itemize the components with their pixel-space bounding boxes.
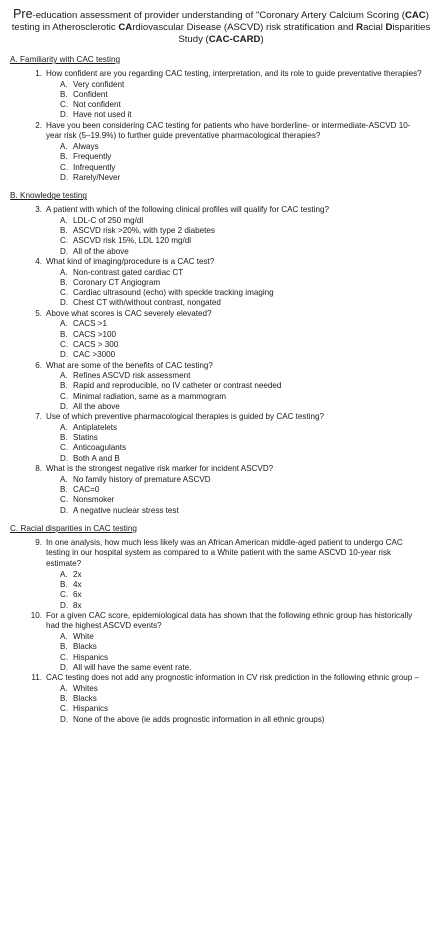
option-letter: D. [60, 350, 69, 360]
option-letter: D. [60, 172, 69, 182]
question-text: In one analysis, how much less likely was an African American middle-aged patient to undergo CAC testing in our hospital system as compared to a White patient with the same ASCVD 10-year risk estimate? [46, 537, 403, 569]
option-text: None of the above (ie adds prognostic information in all ethnic groups) [73, 714, 325, 724]
title-text-end: ) [260, 34, 264, 45]
answer-option [60, 371, 432, 381]
option-text: Cardiac ultrasound (echo) with speckle tracking imaging [73, 288, 274, 298]
question-row [10, 538, 432, 570]
option-letter: D. [60, 714, 69, 724]
question-text: Have you been considering CAC testing for patients who have borderline- or intermediate-ASCVD 10-year risk (5–19.9%) to further guide preventative pharmacological therapies? [46, 120, 411, 141]
answer-option [60, 278, 432, 288]
title-acronym-d: D [385, 22, 393, 33]
answer-option [60, 226, 432, 236]
section-heading: B. Knowledge testing [10, 191, 87, 201]
option-letter: D. [60, 600, 69, 610]
question-row [10, 69, 432, 80]
option-letter: D. [60, 298, 69, 308]
option-letter: B. [60, 381, 68, 391]
answer-option [60, 163, 432, 173]
question-number: 5. [35, 308, 42, 318]
question [10, 464, 432, 516]
option-letter: D. [60, 401, 69, 411]
question-row [10, 361, 432, 372]
question-row [10, 611, 432, 632]
option-letter: B. [60, 226, 68, 236]
answer-option [60, 642, 432, 652]
option-text: Very confident [73, 79, 125, 89]
question [10, 538, 432, 611]
option-letter: A. [60, 569, 68, 579]
option-text: 8x [73, 600, 82, 610]
answer-options [10, 570, 432, 611]
option-text: 2x [73, 569, 82, 579]
answer-option [60, 653, 432, 663]
answer-options [10, 268, 432, 309]
answer-option [60, 381, 432, 391]
answer-option [60, 580, 432, 590]
option-letter: A. [60, 141, 68, 151]
question-number: 1. [35, 69, 42, 78]
option-letter: C. [60, 162, 69, 172]
option-text: 4x [73, 579, 82, 589]
answer-option [60, 319, 432, 329]
option-text: No family history of premature ASCVD [73, 474, 211, 484]
question-row [10, 673, 432, 684]
answer-option [60, 100, 432, 110]
option-letter: A. [60, 215, 68, 225]
option-text: Statins [73, 433, 98, 443]
answer-option [60, 433, 432, 443]
answer-option [60, 142, 432, 152]
answer-option [60, 601, 432, 611]
option-letter: B. [60, 694, 68, 704]
option-letter: A. [60, 267, 68, 277]
option-text: Not confident [73, 100, 121, 110]
option-letter: B. [60, 642, 68, 652]
option-letter: D. [60, 246, 69, 256]
option-text: Frequently [73, 152, 112, 162]
answer-options [10, 423, 432, 464]
answer-option [60, 694, 432, 704]
option-text: CAC=0 [73, 484, 100, 494]
option-letter: A. [60, 319, 68, 329]
option-text: White [73, 632, 94, 641]
question [10, 412, 432, 464]
option-letter: A. [60, 422, 68, 432]
answer-option [60, 454, 432, 464]
option-text: Anticoagulants [73, 443, 127, 453]
answer-options [10, 142, 432, 183]
option-text: CACS >1 [73, 319, 107, 329]
answer-option [60, 715, 432, 725]
answer-option [60, 350, 432, 360]
answer-option [60, 110, 432, 120]
option-text: Hispanics [73, 704, 109, 714]
option-text: Chest CT with/without contrast, nongated [73, 298, 221, 308]
option-text: Hispanics [73, 652, 109, 662]
option-text: LDL-C of 250 mg/dl [73, 215, 144, 225]
option-text: CACS > 300 [73, 339, 119, 349]
answer-option [60, 288, 432, 298]
option-letter: C. [60, 495, 69, 505]
option-text: All the above [73, 401, 120, 411]
option-letter: A. [60, 371, 68, 381]
answer-option [60, 632, 432, 642]
option-text: ASCVD risk 15%, LDL 120 mg/dl [73, 236, 192, 246]
question [10, 257, 432, 309]
question [10, 611, 432, 673]
title-text-4: acial [363, 22, 386, 33]
option-letter: A. [60, 474, 68, 484]
answer-option [60, 392, 432, 402]
answer-option [60, 475, 432, 485]
option-text: A negative nuclear stress test [73, 505, 179, 515]
question-text: What is the strongest negative risk marker for incident ASCVD? [46, 464, 274, 474]
question-number: 10. [30, 610, 42, 620]
option-text: Whites [73, 683, 98, 693]
question-text: For a given CAC score, epidemiological data has shown that the following ethnic group has historically had the highest ASCVD events? [46, 610, 413, 631]
question-row [10, 464, 432, 475]
option-letter: C. [60, 443, 69, 453]
answer-option [60, 247, 432, 257]
option-text: Non-contrast gated cardiac CT [73, 267, 184, 277]
section-heading: A. Familiarity with CAC testing [10, 55, 121, 64]
title-text-3: rdiovascular Disease (ASCVD) risk stratification and [132, 22, 357, 33]
option-text: Always [73, 141, 99, 151]
answer-option [60, 268, 432, 278]
title-text-5: isparities Study ( [178, 22, 431, 45]
option-text: Coronary CT Angiogram [73, 277, 161, 287]
question-row [10, 121, 432, 142]
answer-option [60, 216, 432, 226]
option-text: CACS >100 [73, 329, 116, 339]
question-text: How confident are you regarding CAC testing, interpretation, and its role to guide preventative therapies? [46, 69, 422, 78]
option-text: Confident [73, 89, 108, 99]
option-letter: B. [60, 579, 68, 589]
answer-options [10, 371, 432, 412]
question-number: 9. [35, 537, 42, 547]
answer-option [60, 485, 432, 495]
questionnaire [10, 54, 432, 725]
option-letter: C. [60, 391, 69, 401]
question-row [10, 412, 432, 423]
answer-option [60, 443, 432, 453]
answer-options [10, 684, 432, 725]
question [10, 205, 432, 257]
answer-option [60, 495, 432, 505]
question-number: 8. [35, 464, 42, 474]
answer-option [60, 80, 432, 90]
section-heading: C. Racial disparities in CAC testing [10, 523, 137, 533]
option-letter: C. [60, 339, 69, 349]
option-letter: D. [60, 453, 69, 463]
question-text: Use of which preventive pharmacological therapies is guided by CAC testing? [46, 412, 325, 422]
option-text: Antiplatelets [73, 422, 118, 432]
question-number: 6. [35, 360, 42, 370]
answer-option [60, 684, 432, 694]
answer-option [60, 590, 432, 600]
option-letter: B. [60, 277, 68, 287]
answer-option [60, 298, 432, 308]
option-text: Have not used it [73, 110, 132, 120]
option-text: Infrequently [73, 162, 116, 172]
title-prefix: Pre [13, 7, 33, 21]
answer-options [10, 475, 432, 516]
option-letter: C. [60, 288, 69, 298]
option-text: Rarely/Never [73, 172, 121, 182]
document-title [10, 8, 432, 46]
option-text: All of the above [73, 246, 129, 256]
question [10, 673, 432, 725]
question [10, 69, 432, 121]
answer-option [60, 152, 432, 162]
option-letter: D. [60, 662, 69, 672]
question-text: CAC testing does not add any prognostic information in CV risk prediction in the following ethnic group – [46, 673, 419, 683]
option-letter: B. [60, 329, 68, 339]
answer-option [60, 663, 432, 673]
option-letter: C. [60, 100, 69, 110]
option-text: Blacks [73, 642, 97, 652]
question-number: 2. [35, 120, 42, 130]
question-row [10, 205, 432, 216]
option-letter: A. [60, 683, 68, 693]
answer-option [60, 423, 432, 433]
answer-options [10, 632, 432, 673]
option-text: Nonsmoker [73, 495, 115, 505]
option-text: ASCVD risk >20%, with type 2 diabetes [73, 226, 215, 236]
title-acronym-r: R [356, 22, 364, 33]
title-acronym-ca: CA [118, 22, 133, 33]
option-text: Minimal radiation, same as a mammogram [73, 391, 226, 401]
option-letter: C. [60, 652, 69, 662]
answer-option [60, 330, 432, 340]
answer-option [60, 90, 432, 100]
answer-option [60, 402, 432, 412]
question-number: 7. [35, 412, 42, 422]
option-text: Refines ASCVD risk assessment [73, 371, 191, 381]
title-text-1: -education assessment of provider understanding of "Coronary Artery Calcium Scoring ( [32, 10, 405, 21]
answer-option [60, 173, 432, 183]
question-row [10, 257, 432, 268]
question-text: A patient with which of the following clinical profiles will qualify for CAC testing? [46, 205, 329, 215]
option-text: 6x [73, 590, 82, 600]
option-text: Rapid and reproducible, no IV catheter or contrast needed [73, 381, 282, 391]
answer-option [60, 704, 432, 714]
option-letter: C. [60, 704, 69, 714]
option-letter: A. [60, 79, 68, 89]
question-row [10, 309, 432, 320]
question-text: What are some of the benefits of CAC testing? [46, 360, 213, 370]
answer-options [10, 319, 432, 360]
option-letter: B. [60, 152, 68, 162]
answer-options [10, 80, 432, 121]
option-letter: B. [60, 484, 68, 494]
question [10, 361, 432, 413]
answer-option [60, 236, 432, 246]
answer-options [10, 216, 432, 257]
answer-option [60, 340, 432, 350]
answer-option [60, 570, 432, 580]
option-letter: D. [60, 110, 69, 120]
option-letter: A. [60, 632, 68, 641]
option-text: All will have the same event rate. [73, 662, 192, 672]
answer-option [60, 506, 432, 516]
title-acronym-cac: CAC [404, 10, 426, 21]
option-text: Both A and B [73, 453, 120, 463]
option-letter: D. [60, 505, 69, 515]
question [10, 121, 432, 183]
option-letter: C. [60, 590, 69, 600]
option-text: Blacks [73, 694, 97, 704]
option-letter: C. [60, 236, 69, 246]
question-text: What kind of imaging/procedure is a CAC test? [46, 256, 215, 266]
question-number: 3. [35, 205, 42, 215]
question-number: 4. [35, 256, 42, 266]
question [10, 309, 432, 361]
question-text: Above what scores is CAC severely elevated? [46, 308, 212, 318]
question-number: 11. [31, 673, 42, 683]
option-letter: B. [60, 433, 68, 443]
option-letter: B. [60, 89, 68, 99]
option-text: CAC >3000 [73, 350, 116, 360]
title-study-acronym: CAC-CARD [208, 34, 261, 45]
title-text-2: ) testing in Atherosclerotic [11, 10, 429, 33]
